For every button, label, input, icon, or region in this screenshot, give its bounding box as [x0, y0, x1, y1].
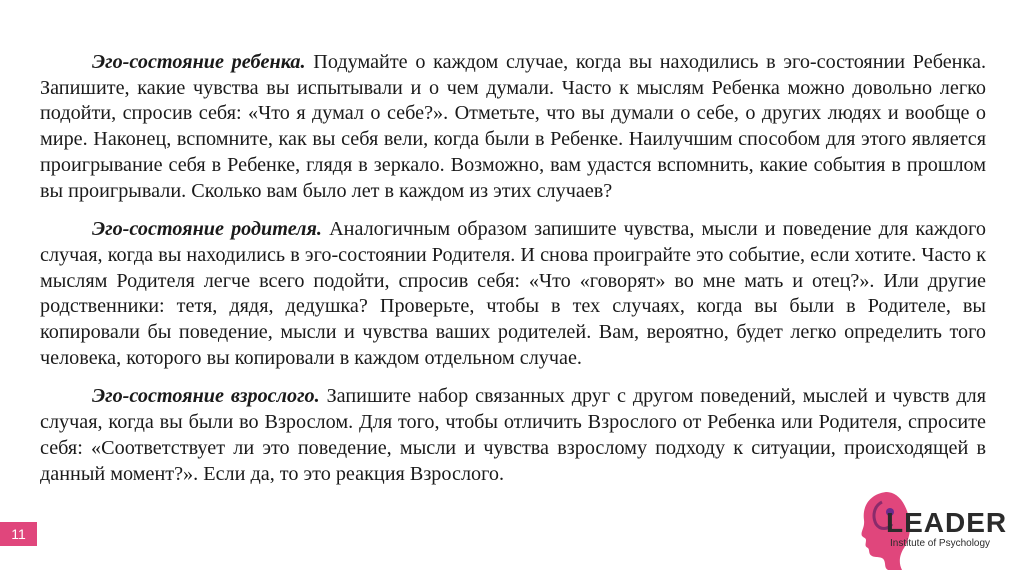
page-number-badge: 11 — [0, 522, 37, 546]
leader-logo — [856, 488, 1016, 570]
paragraph-text: Подумайте о каждом случае, когда вы находились в эго-состоянии Ребенка. Запишите, какие чувства вы испытывали и о чем думали. Часто к мыслям Ребенка можно довольно легко подойти, спросив себя: «Что я думал о себе?». Отметьте, что вы думали о себе, о других людях и вообще о мире. Наконец, вспомните, как вы себя вели, когда были в Ребенке. Наилучшим способом для этого является проигрывание себя в Ребенке, глядя в зеркало. Возможно, вам удастся вспомнить, какие события в прошлом вы проигрывали. Сколько вам было лет в каждом из этих случаев? — [40, 51, 986, 202]
paragraph-lead: Эго-состояние ребенка. — [92, 51, 306, 73]
logo-wordmark: LEADER — [886, 507, 1008, 538]
logo-subtitle: Institute of Psychology — [890, 538, 991, 549]
paragraph-text: Запишите набор связанных друг с другом поведений, мыслей и чувств для случая, когда вы были во Взрослом. Для того, чтобы отличить Взрослого от Ребенка или Родителя, спросите себя: «Соответствует ли это поведение, мысли и чувства взрослому подходу к ситуации, происходящей в данный момент?». Если да, то это реакция Взрослого. — [40, 385, 986, 485]
paragraph-parent-state — [40, 217, 986, 371]
document-body — [40, 50, 986, 487]
paragraph-lead: Эго-состояние взрослого. — [92, 385, 320, 408]
paragraph-adult-state — [40, 384, 986, 487]
paragraph-child-state — [40, 50, 986, 204]
paragraph-lead: Эго-состояние родителя. — [92, 218, 322, 241]
paragraph-text: Аналогичным образом запишите чувства, мысли и поведение для каждого случая, когда вы находились в эго-состоянии Родителя. И снова проиграйте это событие, если хотите. Часто к мыслям Родителя легче всего подойти, спросив себя: «Что «говорят» во мне мать и отец?». Или другие родственники: тетя, дядя, дедушка? Проверьте, чтобы в тех случаях, когда вы были в Родителе, вы копировали бы поведение, мысли и чувства ваших родителей. Вам, вероятно, будет легко определить того человека, которого вы копировали в каждом отдельном случае. — [40, 218, 987, 369]
